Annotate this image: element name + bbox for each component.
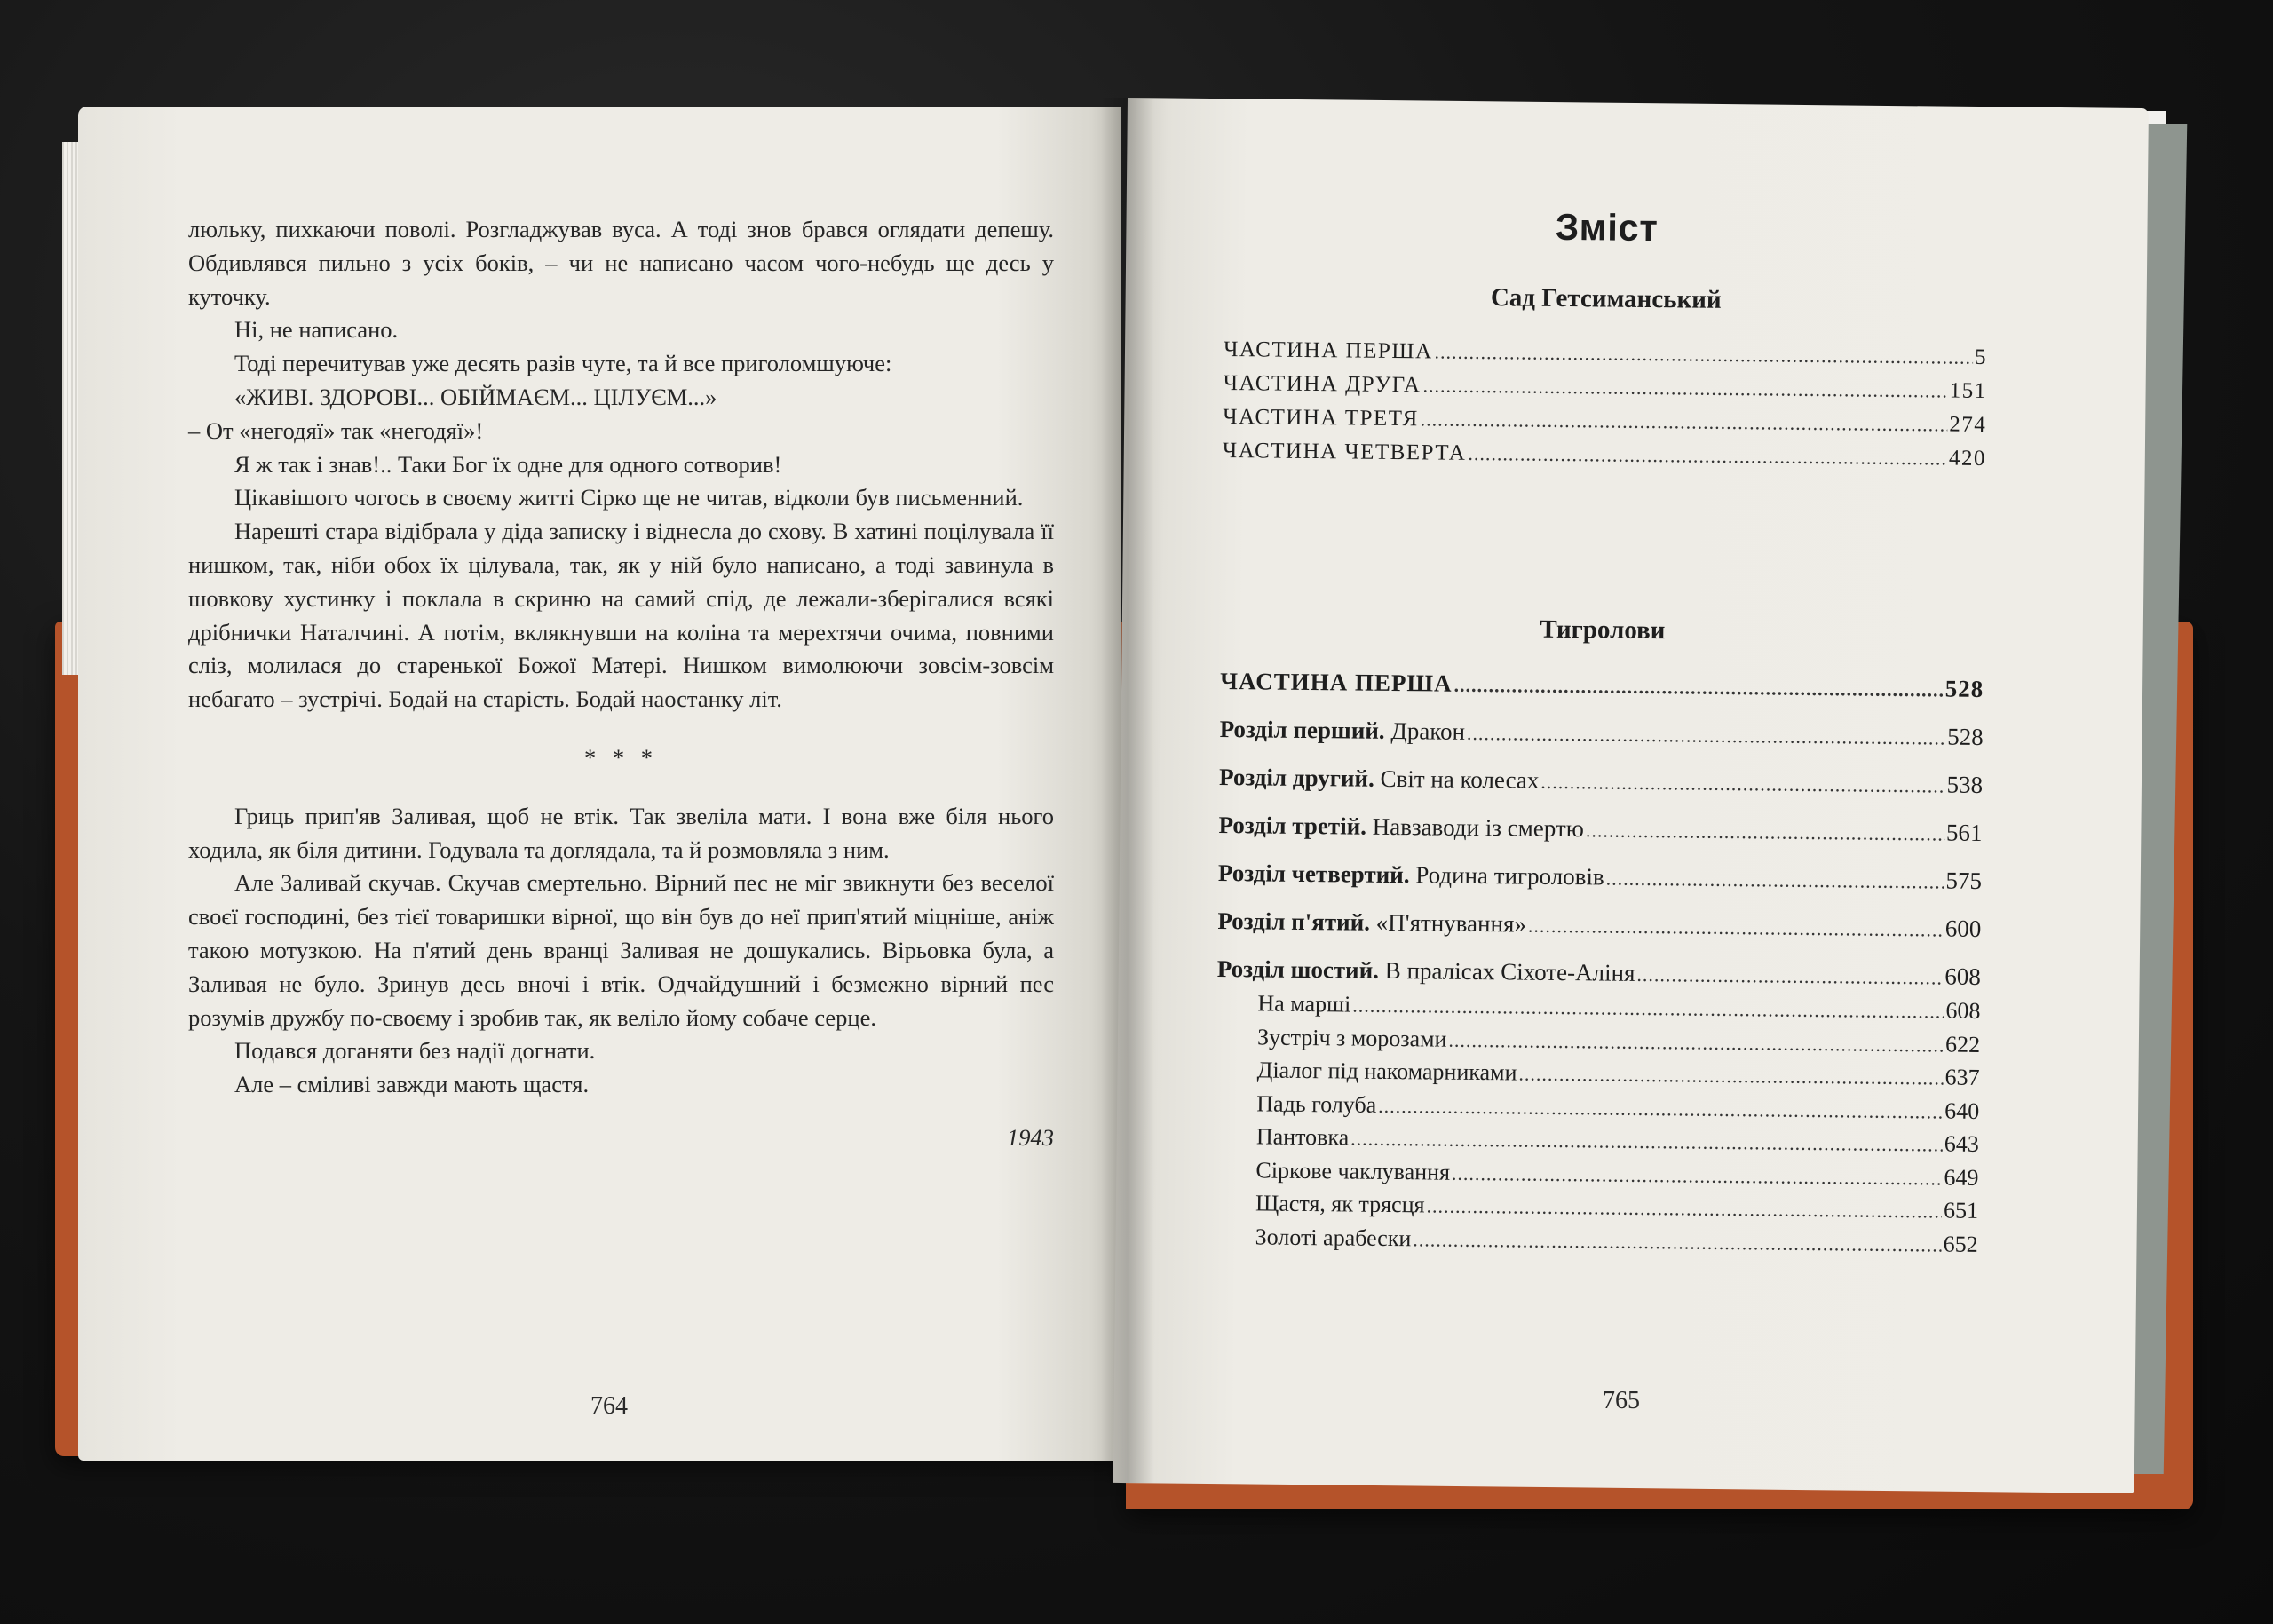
toc-entry-label: Сіркове чаклування xyxy=(1255,1156,1451,1185)
toc-entry-label: Падь голуба xyxy=(1256,1089,1377,1118)
paragraph: Нарешті стара відібрала у діда записку і віднесла до схову. В хатині поцілувала її нишком, так, ніби обох їх цілувала, так, як у ній було написано, а тоді завинула в шовкову хустинку і поклала в скриню на самий спід, де лежали-зберігалися всякі дрібнички Наталчині. А потім, вклякнувши на коліна та мерехтячи очима, повними сліз, молилася до старенької Божої Матері. Нишком вимолюючи зовсім-зовсім небагато – зустрічі. Бодай на старість. Бодай наостанку літ. xyxy=(188,518,1054,713)
toc-page-number: 420 xyxy=(1948,446,1987,471)
toc-title: Зміст xyxy=(1555,205,1659,250)
toc-entry-label: Розділ п'ятий. xyxy=(1217,907,1371,936)
toc-entry-label: Діалог під накомарниками xyxy=(1256,1057,1517,1086)
toc-page-number: 643 xyxy=(1944,1130,1980,1157)
toc-entry-label: Розділ перший. xyxy=(1219,715,1385,744)
toc-entry-label: Розділ третій. xyxy=(1218,811,1367,840)
toc-entry-label: Світ на колесах xyxy=(1380,764,1540,794)
paragraph: Я ж так і знав!.. Таки Бог їх одне для одного сотворив! xyxy=(234,450,782,478)
toc-chapter-entry xyxy=(1219,712,1983,756)
toc-page-number: 622 xyxy=(1944,1031,1981,1058)
page-number-right: 765 xyxy=(1603,1387,1640,1414)
page-number-left: 764 xyxy=(590,1392,628,1420)
toc-page-number: 561 xyxy=(1945,819,1983,846)
toc-part-label: ЧАСТИНА ПЕРША xyxy=(1220,667,1453,697)
toc-entry-label: Розділ шостий. xyxy=(1216,955,1380,984)
toc-chapter-entry xyxy=(1219,760,1983,804)
section-break: * * * xyxy=(584,743,658,771)
toc-entry-label: В пралісах Сіхоте-Аліня xyxy=(1384,956,1635,986)
toc-page-number: 5 xyxy=(1974,345,1988,369)
toc-entry-label: Розділ другий. xyxy=(1218,763,1374,792)
paragraph: Тоді перечитував уже десять разів чуте, та й все приголомшуюче: xyxy=(234,350,892,377)
toc-entry-label: На марші xyxy=(1257,990,1351,1018)
toc-page-number: 652 xyxy=(1943,1231,1978,1257)
paragraph: люльку, пихкаючи поволі. Розгладжував вуса. А тоді знов брався оглядати депешу. Обдивлявся пильно з усіх боків, – чи не написано часом чого-небудь ще десь у куточку. xyxy=(188,216,1054,310)
toc-chapter-entry xyxy=(1218,808,1982,852)
toc-page-number: 608 xyxy=(1944,963,1981,990)
toc-entry-label: ЧАСТИНА ПЕРША xyxy=(1224,337,1433,364)
toc-page-number: 528 xyxy=(1947,723,1984,750)
paragraph: Ні, не написано. xyxy=(234,316,399,344)
toc-part-page: 528 xyxy=(1944,675,1984,702)
toc-entry-label: ЧАСТИНА ЧЕТВЕРТА xyxy=(1222,438,1467,465)
toc-page-number: 651 xyxy=(1943,1197,1979,1224)
toc-entry-label: Зустріч з морозами xyxy=(1256,1023,1447,1052)
toc-page-number: 637 xyxy=(1944,1064,1980,1090)
toc-page-number: 649 xyxy=(1944,1164,1979,1191)
paragraph: «ЖИВІ. ЗДОРОВІ... ОБІЙМАЄМ... ЦІЛУЄМ...» xyxy=(234,383,717,410)
book-gutter xyxy=(1101,98,1154,1483)
toc-part-entry xyxy=(1223,434,1986,476)
toc-entry-label: «П'ятнування» xyxy=(1375,908,1527,938)
toc-page-number: 151 xyxy=(1949,378,1987,403)
toc-entry-label: Пантовка xyxy=(1255,1123,1350,1151)
chapter-entries xyxy=(1217,712,1984,995)
paragraph: Подався доганяти без надії догнати. xyxy=(234,1037,596,1065)
paragraph: Але – сміливі завжди мають щастя. xyxy=(234,1071,590,1098)
toc-entry-label: Золоті арабески xyxy=(1255,1223,1412,1251)
toc-page-number: 608 xyxy=(1945,997,1981,1024)
toc-entry-label: ЧАСТИНА ТРЕТЯ xyxy=(1223,404,1419,432)
toc-chapter-entry xyxy=(1218,856,1982,899)
toc-entry-label: Щастя, як трясця xyxy=(1255,1190,1425,1218)
toc-chapter-entry xyxy=(1217,904,1981,947)
paragraph: – От «негодяї» так «негодяї»! xyxy=(188,416,484,444)
section-1-entries xyxy=(1223,333,1988,476)
toc-page-number: 575 xyxy=(1945,867,1983,894)
section-heading: Сад Гетсиманський xyxy=(1490,283,1722,314)
toc-page-number: 274 xyxy=(1949,412,1987,437)
toc-entry-label: Розділ четвертий. xyxy=(1217,859,1410,889)
left-page-text xyxy=(188,213,1054,1155)
toc-entry-label: ЧАСТИНА ДРУГА xyxy=(1223,370,1422,398)
section-heading: Тигролови xyxy=(1540,614,1666,646)
subsection-entries xyxy=(1215,987,1981,1262)
toc-entry-label: Родина тигроловів xyxy=(1415,861,1604,891)
toc-part-entry xyxy=(1220,664,1984,708)
toc-page-number: 538 xyxy=(1946,771,1984,798)
toc-page-number: 640 xyxy=(1944,1097,1980,1124)
toc-page-number: 600 xyxy=(1944,915,1982,942)
paragraph: Гриць прип'яв Заливая, щоб не втік. Так звеліла мати. І вона вже біля нього ходила, як біля дитини. Годувала та доглядала, та й розмовляла з ним. xyxy=(188,802,1054,863)
paragraph: Але Заливай скучав. Скучав смертельно. Вірний пес не міг звикнути без веселої своєї господині, без тієї товаришки вірної, що він був до неї прип'ятий міцніше, аніж такою мотузкою. На п'ятий день вранці Заливая не дошукались. Вірьовка була, а Заливая не було. Зринув десь вночі і втік. Одчайдушний і безмежно вірний пес розумів дружбу по-своєму і зробив так, як веліло йому собаче серце. xyxy=(188,869,1054,1031)
paragraph: Цікавішого чогось в своєму житті Сірко ще не читав, відколи був письменний. xyxy=(234,484,1024,511)
table-of-contents xyxy=(1215,195,1989,1262)
toc-entry-label: Дракон xyxy=(1390,717,1466,745)
toc-entry-label: Навзаводи із смертю xyxy=(1372,812,1585,843)
date-signature: 1943 xyxy=(1007,1123,1054,1151)
